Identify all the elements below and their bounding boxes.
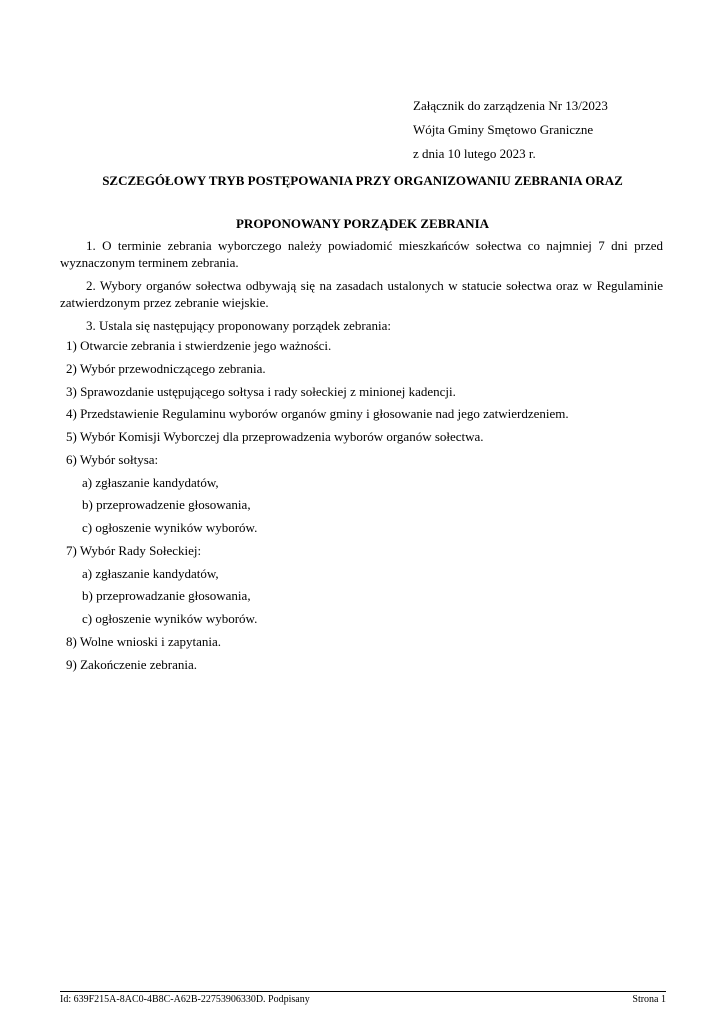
agenda-item: 9) Zakończenie zebrania. — [66, 656, 198, 672]
footer-document-id: Id: 639F215A-8AC0-4B8C-A62B-22753906330D. Podpisany — [60, 994, 310, 1005]
document-title-line-2: PROPONOWANY PORZĄDEK ZEBRANIA — [235, 216, 490, 231]
agenda-subitem: b) przeprowadzanie głosowania, — [82, 588, 251, 604]
agenda-item: 4) Przedstawienie Regulaminu wyborów organów gminy i głosowanie nad jego zatwierdzeniem. — [66, 406, 569, 422]
agenda-subitem: c) ogłoszenie wyników wyborów. — [82, 520, 258, 535]
document-title-line-1: SZCZEGÓŁOWY TRYB POSTĘPOWANIA PRZY ORGANIZOWANIU ZEBRANIA ORAZ — [102, 173, 623, 188]
agenda-item: 8) Wolne wnioski i zapytania. — [66, 633, 222, 649]
attachment-line-3: z dnia 10 lutego 2023 r. — [413, 146, 536, 161]
agenda-subitem: a) zgłaszanie kandydatów, — [82, 474, 219, 490]
attachment-line-1: Załącznik do zarządzenia Nr 13/2023 — [413, 98, 608, 113]
agenda-subitem: b) przeprowadzenie głosowania, — [82, 497, 251, 513]
attachment-line-2: Wójta Gminy Smętowo Graniczne — [413, 122, 594, 137]
paragraph-3: 3. Ustala się następujący proponowany porządek zebrania: — [86, 318, 392, 333]
attachment-header — [413, 94, 693, 166]
agenda-item: 5) Wybór Komisji Wyborczej dla przeprowadzenia wyborów organów sołectwa. — [66, 429, 484, 444]
agenda-item: 1) Otwarcie zebrania i stwierdzenie jego ważności. — [66, 338, 332, 353]
agenda-subitem: c) ogłoszenie wyników wyborów. — [82, 611, 258, 626]
agenda-subitem: a) zgłaszanie kandydatów, — [82, 565, 219, 581]
agenda-item: 3) Sprawozdanie ustępującego sołtysa i rady sołeckiej z minionej kadencji. — [66, 383, 456, 399]
agenda-item: 6) Wybór sołtysa: — [66, 451, 159, 467]
footer-divider — [60, 991, 666, 992]
agenda-item: 7) Wybór Rady Sołeckiej: — [66, 542, 202, 558]
footer-page-number: Strona 1 — [632, 994, 666, 1005]
paragraph-2: 2. Wybory organów sołectwa odbywają się na zasadach ustalonych w statucie sołectwa oraz w Regulaminie zatwierdzonym przez zebranie wiejskie. — [60, 278, 663, 310]
agenda-item: 2) Wybór przewodniczącego zebrania. — [66, 360, 266, 376]
paragraph-1: 1. O terminie zebrania wyborczego należy powiadomić mieszkańców sołectwa co najmniej 7 dni przed wyznaczonym terminem zebrania. — [60, 238, 663, 270]
agenda-list — [66, 337, 666, 678]
